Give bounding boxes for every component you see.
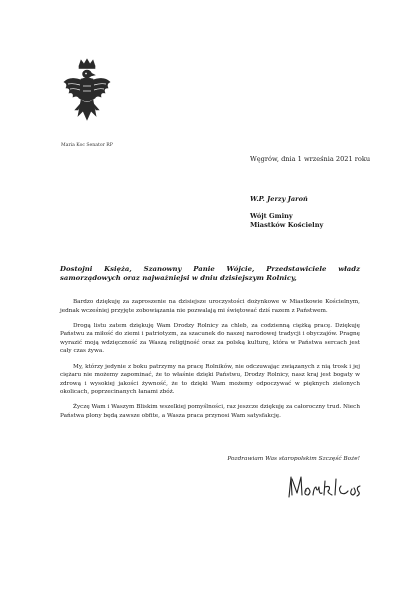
recipient-title-line1: Wójt Gminy	[250, 212, 293, 220]
paragraph: My, którzy jedynie z boku patrzymy na pracę Rolników, nie odczuwając związanych z nią trosk i jej ciężaru nie możemy zapominać, że to właśnie dzięki Państwu, Drodzy Rolnicy, nasz kraj jest bogaty w zdrową i wysokiej jakości żywność, że to dzięki Wam możemy odpoczywać w pięknych zielonych okolicach, poprzecinanych łanami zbóż.	[60, 363, 360, 396]
sender-caption: Maria Koc Senator RP	[61, 143, 113, 148]
paragraph: Bardzo dziękuję za zaproszenie na dzisiejsze uroczystości dożynkowe w Miastkowie Kościelnym, jednak wcześniej przyjęte zobowiązania nie pozwalają mi świętować dziś razem z Państwem.	[60, 299, 360, 314]
handwritten-signature	[286, 471, 364, 501]
recipient-name: W.P. Jerzy Jaroń	[250, 195, 308, 203]
recipient-block	[250, 195, 323, 230]
salutation: Dostojni Księża, Szanowny Panie Wójcie, Przedstawiciele władz samorządowych oraz najważniejsi w dniu dzisiejszym Rolnicy,	[60, 265, 360, 283]
recipient-title-line2: Miastków Kościelny	[250, 221, 324, 229]
closing-greeting: Pozdrawiam Was staropolskim Szczęść Boże!	[227, 456, 360, 462]
place-date: Węgrów, dnia 1 września 2021 roku	[250, 155, 371, 163]
letter-body	[60, 298, 360, 427]
senate-eagle-emblem-icon	[60, 58, 114, 132]
paragraph: Życzę Wam i Waszym Bliskim wszelkiej pomyślności, raz jeszcze dziękuję za całoroczny trud. Niech Państwa plony będą zawsze obfite, a Wasza praca przynosi Wam satysfakcję.	[60, 404, 360, 420]
paragraph: Drogą listu zatem dziękuję Wam Drodzy Rolnicy za chleb, za codzienną ciężką pracę. Dziękuję Państwu za miłość do ziemi i patriotyzm, za szacunek do naszej narodowej tradycji i obyczajów. Pragnę wyrazić moją wdzięczność za Waszą religijność oraz za polską kulturę, która w Państwa sercach jest cały czas żywa.	[60, 322, 360, 355]
